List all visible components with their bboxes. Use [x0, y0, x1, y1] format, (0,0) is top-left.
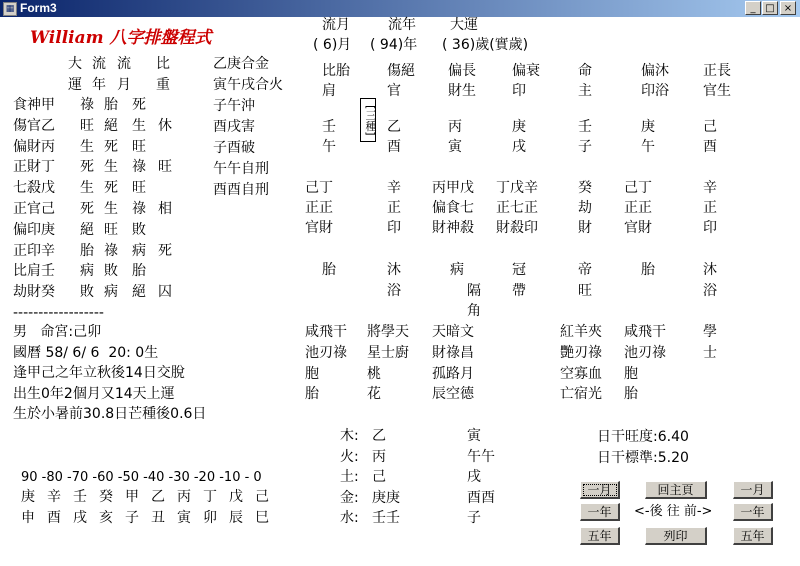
pillar-phase2: 浴 [703, 283, 717, 299]
pillar-gods1: 正 [703, 200, 717, 216]
pillar-top2: 財生 [448, 83, 476, 99]
star-cell: 胞 [305, 365, 319, 382]
prev-five-years-button[interactable]: 五年 [580, 527, 620, 545]
pillar-phase: 冠 [512, 262, 526, 278]
luck-cell: 祿 [80, 97, 94, 113]
pillar-hidden: 辛 [387, 180, 401, 196]
pillar-stem: 壬 [322, 119, 336, 135]
pillar-hidden: 己丁 [305, 180, 333, 196]
pillar-phase2: 隔 [467, 283, 481, 299]
pillar-gods2: 財 [578, 220, 592, 236]
pillar-gods2: 財神殺 [432, 220, 474, 236]
luck-header-sub: 月 [117, 77, 131, 93]
pillar-hidden: 辛 [703, 180, 717, 196]
da-yun-value: ( 36)歲(實歲) [442, 37, 529, 53]
pillar-phase: 沐 [387, 262, 401, 278]
element-stem: 壬壬 [372, 510, 400, 526]
luck-row-label: 比肩壬 [13, 263, 55, 280]
luck-cell: 死 [80, 159, 94, 176]
element-stem: 己 [372, 469, 386, 485]
star-cell: 星士廚 [367, 344, 409, 361]
pillar-gods2: 印 [703, 220, 717, 236]
pillar-gods2: 印 [387, 220, 401, 236]
relation-item: 酉戌害 [213, 119, 255, 135]
dayun-branch: 巳 [255, 510, 269, 526]
prev-year-button[interactable]: 一年 [580, 503, 620, 521]
luck-row-label: 正印辛 [13, 242, 55, 259]
pillar-hidden: 癸 [578, 180, 592, 196]
pillar-gods1: 正七正 [496, 200, 538, 216]
star-cell: 天暗文 [432, 324, 474, 340]
window-titlebar [0, 0, 800, 17]
dayun-branch: 酉 [47, 510, 61, 526]
pillar-stem: 庚 [641, 119, 655, 135]
dayun-stem: 辛 [47, 489, 61, 505]
element-name: 木: [340, 428, 359, 444]
dayun-branch: 辰 [229, 510, 243, 526]
luck-header-sub: 運 [68, 77, 82, 93]
luck-header: 流 [117, 56, 131, 72]
luck-cell: 死 [80, 201, 94, 217]
element-branch: 戌 [467, 469, 481, 485]
element-name: 水: [340, 510, 359, 526]
luck-cell: 祿 [104, 242, 118, 259]
luck-row-label: 食神甲 [13, 97, 55, 113]
info-line: 國曆 58/ 6/ 6 20: 0生 [13, 344, 159, 361]
relation-item: 午午自刑 [213, 161, 269, 177]
pillar-hidden: 丁戊辛 [496, 180, 538, 196]
star-cell: 胞 [624, 365, 638, 382]
liu-yue-label: 流月 [322, 17, 350, 33]
pillar-branch: 戌 [512, 139, 526, 155]
pillar-top1: 偏長 [448, 63, 476, 79]
luck-cell: 生 [132, 117, 146, 134]
dayun-stem: 庚 [21, 489, 35, 505]
luck-cell: 囚 [158, 284, 172, 301]
info-line: 生於小暑前30.8日芒種後0.6日 [13, 406, 207, 422]
pillar-hidden: 己丁 [624, 180, 652, 196]
info-line: 逢甲己之年立秋後14日交脫 [13, 365, 185, 381]
element-branch: 午午 [467, 448, 495, 465]
pillar-top2: 主 [578, 83, 592, 99]
dayun-stem: 癸 [99, 489, 113, 505]
pillar-stem: 丙 [448, 119, 462, 135]
luck-cell: 旺 [132, 180, 146, 197]
luck-header-sub: 年 [92, 77, 106, 93]
star-cell: 胎 [305, 386, 319, 403]
luck-cell: 敗 [104, 263, 118, 280]
pillar-branch: 酉 [703, 139, 717, 155]
day-standard: 日干標準:5.20 [597, 450, 689, 466]
dayun-branch: 子 [125, 510, 139, 526]
star-cell: 孤路月 [432, 365, 474, 382]
luck-row-label: 傷官乙 [13, 117, 55, 134]
luck-row-label: 偏財丙 [13, 138, 55, 155]
minimize-button[interactable]: _ [745, 1, 761, 15]
dayun-branch: 丑 [151, 510, 165, 526]
pillar-gods1: 劫 [578, 200, 592, 216]
star-cell: 胎 [624, 386, 638, 403]
element-name: 火: [340, 448, 359, 465]
star-cell: 咸飛干 [624, 324, 666, 340]
dayun-stem: 丁 [203, 489, 217, 505]
pillar-gods2: 官財 [305, 220, 333, 236]
dayun-branch: 戌 [73, 510, 87, 526]
nav-label: <-後 往 前-> [634, 504, 713, 519]
luck-header: 流 [92, 56, 106, 72]
pillar-phase2: 浴 [387, 283, 401, 299]
prev-month-button[interactable]: 一月 [580, 481, 620, 499]
luck-cell: 病 [104, 284, 118, 301]
luck-row-label: 正財丁 [13, 159, 55, 176]
app-icon: ▦ [3, 2, 17, 16]
luck-cell: 旺 [158, 159, 172, 176]
next-year-button[interactable]: 一年 [733, 503, 773, 521]
da-yun-label: 大運 [450, 17, 478, 33]
luck-cell: 死 [104, 180, 118, 197]
luck-cell: 胎 [80, 242, 94, 259]
maximize-button[interactable]: □ [762, 1, 778, 15]
element-name: 金: [340, 489, 359, 506]
luck-cell: 旺 [80, 117, 94, 134]
dayun-stem: 甲 [125, 489, 139, 505]
pillar-top2: 肩 [322, 83, 336, 99]
star-cell: 池刃祿 [305, 344, 347, 361]
pillar-top1: 傷絕 [387, 63, 415, 79]
luck-header: 大 [68, 56, 82, 72]
dayun-branch: 卯 [203, 510, 217, 526]
relation-item: 酉酉自刑 [213, 182, 269, 198]
star-cell: 辰空德 [432, 386, 474, 403]
pillar-phase2: 旺 [578, 283, 592, 299]
dayun-stem: 丙 [177, 489, 191, 505]
pillar-gods1: 正正 [624, 200, 652, 216]
next-month-button[interactable]: 一月 [733, 481, 773, 499]
luck-cell: 旺 [104, 221, 118, 238]
relation-item: 子午沖 [213, 98, 255, 114]
pillar-branch: 子 [578, 139, 592, 155]
element-branch: 酉酉 [467, 489, 495, 506]
luck-cell: 祿 [132, 159, 146, 176]
star-cell: 紅羊夾 [560, 324, 602, 340]
divider: ------------------ [13, 305, 104, 321]
pill-label: [三種] [360, 98, 376, 142]
next-five-years-button[interactable]: 五年 [733, 527, 773, 545]
pillar-top1: 正長 [703, 63, 731, 79]
main-page-button[interactable]: 回主頁 [645, 481, 707, 499]
star-cell: 空寡血 [560, 365, 602, 382]
luck-cell: 生 [104, 159, 118, 176]
luck-cell: 絕 [132, 284, 146, 301]
luck-header-sub: 重 [156, 77, 170, 93]
luck-cell: 生 [80, 138, 94, 155]
star-cell: 咸飛干 [305, 324, 347, 340]
info-line: 出生0年2個月又14天上運 [13, 385, 175, 402]
luck-cell: 休 [158, 117, 172, 134]
element-branch: 寅 [467, 428, 481, 444]
window-title: Form3 [20, 1, 57, 15]
star-cell: 花 [367, 386, 381, 403]
pillar-top1: 命 [578, 63, 592, 79]
pillar-gods1: 正 [387, 200, 401, 216]
luck-cell: 胎 [132, 263, 146, 280]
pillar-branch: 酉 [387, 139, 401, 155]
pillar-stem: 庚 [512, 119, 526, 135]
luck-cell: 旺 [132, 138, 146, 155]
relation-item: 寅午戌合火 [213, 77, 283, 93]
pillar-phase: 胎 [322, 262, 336, 278]
luck-cell: 敗 [80, 284, 94, 301]
luck-cell: 胎 [104, 97, 118, 113]
dayun-stem: 壬 [73, 489, 87, 505]
pillar-branch: 午 [641, 139, 655, 155]
dayun-stem: 戊 [229, 489, 243, 505]
pillar-branch: 寅 [448, 139, 462, 155]
pillar-top1: 偏衰 [512, 63, 540, 79]
luck-cell: 生 [80, 180, 94, 197]
star-cell: 學 [703, 324, 717, 340]
luck-row-label: 七殺戊 [13, 180, 55, 197]
pillar-phase: 病 [450, 262, 464, 278]
luck-cell: 敗 [132, 221, 146, 238]
luck-cell: 死 [104, 138, 118, 155]
luck-cell: 祿 [132, 201, 146, 217]
luck-cell: 死 [132, 97, 146, 113]
close-button[interactable]: × [780, 1, 796, 15]
pillar-stem: 乙 [387, 119, 401, 135]
luck-cell: 生 [104, 201, 118, 217]
luck-cell: 絕 [104, 117, 118, 134]
dayun-branch: 亥 [99, 510, 113, 526]
star-cell: 池刃祿 [624, 344, 666, 361]
pillar-phase2: 帶 [512, 283, 526, 299]
element-name: 土: [340, 469, 359, 485]
luck-cell: 絕 [80, 221, 94, 238]
luck-cell: 病 [80, 263, 94, 280]
relation-item: 乙庚合金 [213, 56, 269, 72]
element-stem: 庚庚 [372, 489, 400, 506]
element-branch: 子 [467, 510, 481, 526]
pillar-phase: 胎 [641, 262, 655, 278]
day-strength: 日干旺度:6.40 [597, 429, 689, 445]
pillar-gods1: 正正 [305, 200, 333, 216]
pillar-hidden: 丙甲戊 [432, 180, 474, 196]
element-stem: 丙 [372, 448, 386, 465]
liu-nian-value: ( 94)年 [370, 37, 418, 53]
pillar-gods2: 官財 [624, 220, 652, 236]
pillar-stem: 壬 [578, 119, 592, 135]
luck-row-label: 劫財癸 [13, 284, 55, 301]
liu-nian-label: 流年 [388, 17, 416, 33]
star-cell: 艷刃祿 [560, 344, 602, 361]
pillar-gods2: 財殺印 [496, 220, 538, 236]
print-button[interactable]: 列印 [645, 527, 707, 545]
star-cell: 財祿昌 [432, 344, 474, 361]
pillar-top2: 官 [387, 83, 401, 99]
relation-item: 子酉破 [213, 140, 255, 156]
luck-row-label: 正官己 [13, 201, 55, 217]
pillar-phase: 帝 [578, 262, 592, 278]
star-cell: 亡宿光 [560, 386, 602, 403]
dayun-branch: 申 [21, 510, 35, 526]
dayun-ages: 90 -80 -70 -60 -50 -40 -30 -20 -10 - 0 [21, 470, 262, 485]
luck-cell: 相 [158, 201, 172, 217]
pillar-top1: 偏沐 [641, 63, 669, 79]
pillar-gods1: 偏食七 [432, 200, 474, 216]
pillar-top2: 印 [512, 83, 526, 99]
luck-row-label: 偏印庚 [13, 221, 55, 238]
element-stem: 乙 [372, 428, 386, 444]
pillar-phase3: 角 [467, 303, 481, 319]
pillar-top2: 印浴 [641, 83, 669, 99]
star-cell: 將學天 [367, 324, 409, 340]
star-cell: 桃 [367, 365, 381, 382]
pillar-top2: 官生 [703, 83, 731, 99]
dayun-branch: 寅 [177, 510, 191, 526]
dayun-stem: 乙 [151, 489, 165, 505]
pillar-phase: 沐 [703, 262, 717, 278]
star-cell: 士 [703, 344, 717, 361]
pillar-branch: 午 [322, 139, 336, 155]
luck-cell: 病 [132, 242, 146, 259]
info-line: 男 命宮:己卯 [13, 324, 102, 340]
page-title: William 八字排盤程式 [30, 28, 212, 48]
liu-yue-value: ( 6)月 [313, 37, 352, 53]
pillar-top1: 比胎 [322, 63, 350, 79]
pillar-stem: 己 [703, 119, 717, 135]
luck-header: 比 [156, 56, 170, 72]
luck-cell: 死 [158, 242, 172, 259]
dayun-stem: 己 [255, 489, 269, 505]
